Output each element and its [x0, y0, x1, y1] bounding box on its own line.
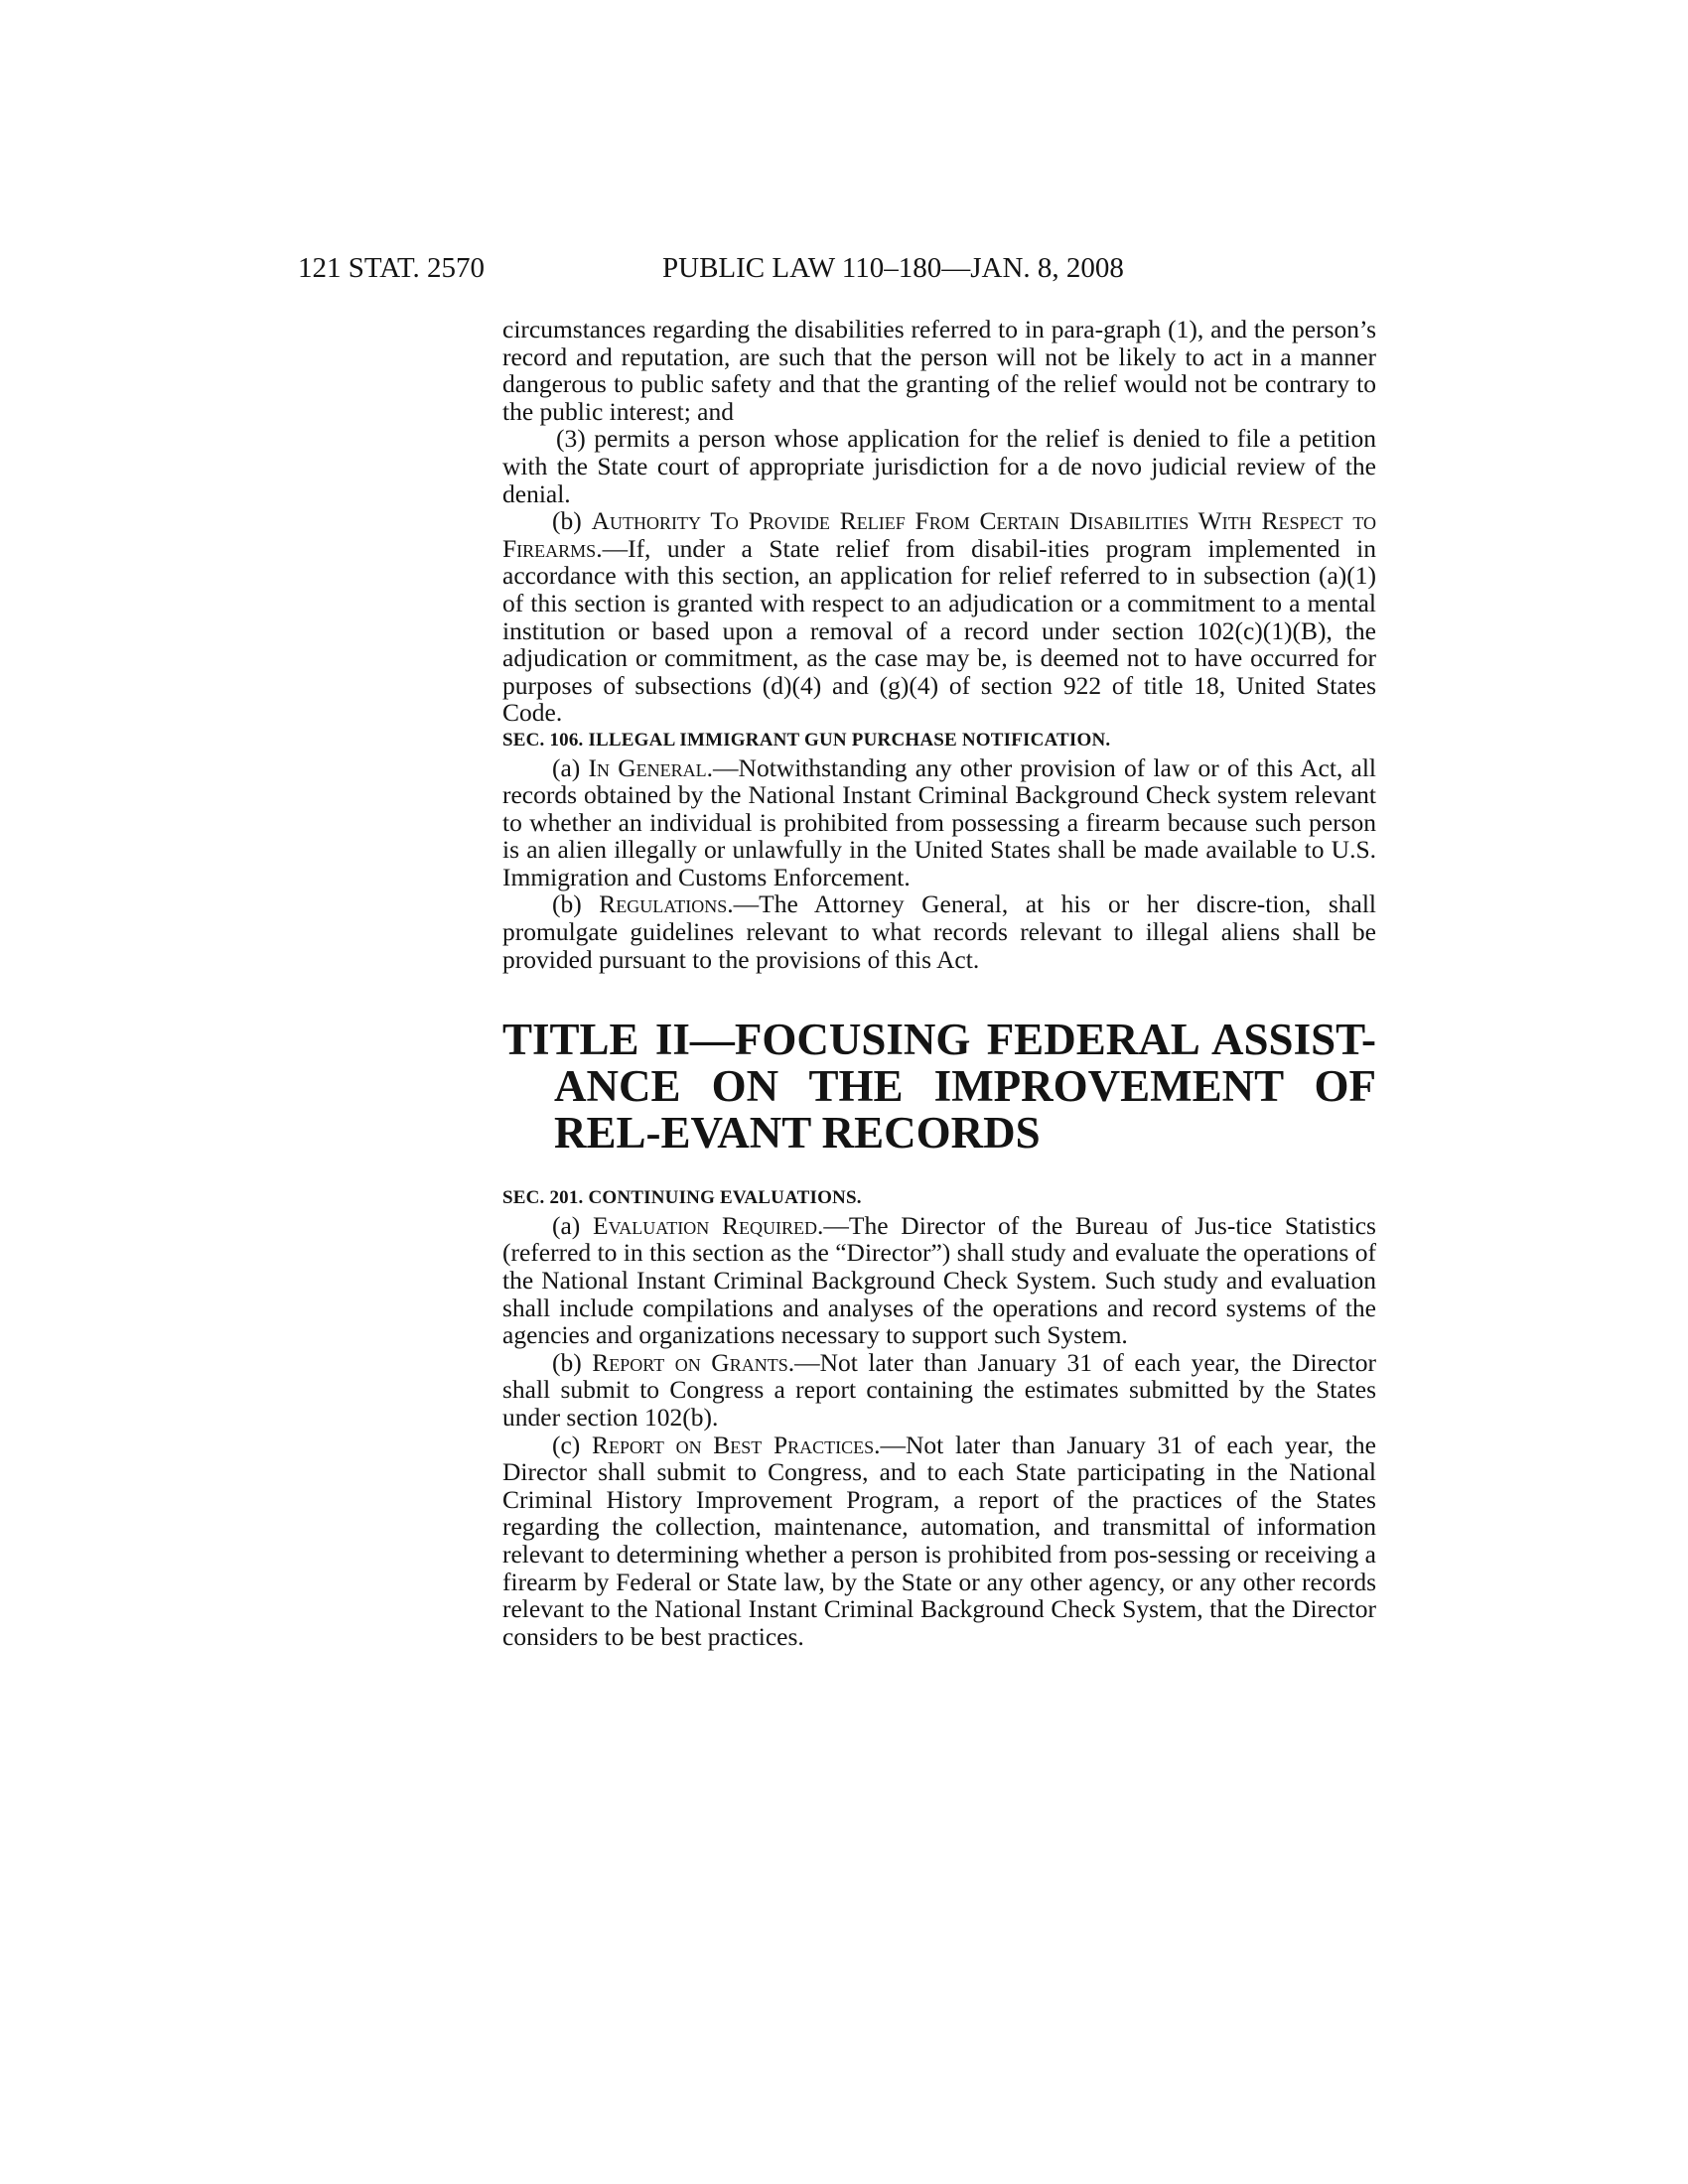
subsection-text: —Not later than January 31 of each year, the Director shall submit to Congress a report containing the estimates submitted by the States under section 102(b). [502, 1347, 1376, 1432]
paragraph-3: (3) permits a person whose application for the relief is denied to file a petition with the State court of appropriate jurisdiction for a de novo judicial review of the denial. [502, 424, 1376, 508]
sec201-subsection-a [502, 1212, 1376, 1349]
subsection-label: (b) [552, 506, 592, 536]
running-head [298, 248, 1440, 288]
sec106-subsection-b [502, 890, 1376, 973]
sec106-subsection-a [502, 754, 1376, 891]
subsection-label: (a) [552, 1210, 594, 1240]
subsection-heading: Report on Grants. [592, 1347, 795, 1377]
subsection-heading: In General. [588, 752, 714, 782]
subsection-text: —The Attorney General, at his or her discre-tion, shall promulgate guidelines relevant to what records relevant to illegal aliens shall be provided pursuant to the provisions of this Act. [502, 889, 1377, 974]
subsection-text: —Notwithstanding any other provision of law or of this Act, all records obtained by the National Instant Criminal Background Check system relevant to whether an individual is prohibited from possessing a firearm because such person is an alien illegally or unlawfully in the United States shall be made available to U.S. Immigration and Customs Enforcement. [502, 752, 1376, 891]
subsection-heading: Evaluation Required. [593, 1210, 824, 1240]
subsection-label: (c) [552, 1430, 592, 1459]
section-201-heading: SEC. 201. CONTINUING EVALUATIONS. [502, 1187, 862, 1209]
subsection-label: (a) [552, 752, 589, 782]
statute-page-number: 121 STAT. 2570 [298, 252, 486, 284]
sec201-subsection-c [502, 1432, 1376, 1651]
body-text [502, 316, 1376, 1650]
subsection-text: —If, under a State relief from disabil-ities program implemented in accordance with this section, an application for relief referred to in subsection (a)(1) of this section is granted with respect to an adjudication or a commitment to a mental institution or based upon a removal of a record under section 102(c)(1)(B), the adjudication or commitment, as the case may be, is deemed not to have occurred for purposes of subsections (d)(4) and (g)(4) of section 922 of title 18, United States Code. [502, 533, 1376, 728]
subsection-label: (b) [552, 889, 600, 919]
title-ii-heading: TITLE II—FOCUSING FEDERAL ASSIST-ANCE ON THE IMPROVEMENT OF REL-EVANT RECORDS [502, 1015, 1376, 1159]
subsection-text: —Not later than January 31 of each year, the Director shall submit to Congress, and to each State participating in the National Criminal History Improvement Program, a report of the practices of the States regarding the collection, maintenance, automation, and transmittal of information relevant to determining whether a person is prohibited from pos-sessing or receiving a firearm by Federal or State law, by the State or any other agency, or any other records relevant to the National Instant Criminal Background Check System, that the Director considers to be best practices. [502, 1430, 1376, 1651]
sec105-subsection-b [502, 507, 1376, 727]
subsection-label: (b) [552, 1347, 593, 1377]
public-law-header: PUBLIC LAW 110–180—JAN. 8, 2008 [662, 252, 1124, 284]
sec201-subsection-b [502, 1349, 1376, 1432]
subsection-text: —The Director of the Bureau of Jus-tice Statistics (referred to in this section as the “Director”) shall study and evaluate the operations of the National Instant Criminal Background Check System. Such study and evaluation shall include compilations and analyses of the operations and record systems of the agencies and organizations necessary to support such System. [502, 1210, 1376, 1350]
section-106-heading: SEC. 106. ILLEGAL IMMIGRANT GUN PURCHASE NOTIFICATION. [502, 729, 1111, 751]
continued-paragraph-2: circumstances regarding the disabilities referred to in para-graph (1), and the person’s record and reputation, are such that the person will not be likely to act in a manner dangerous to public safety and that the granting of the relief would not be contrary to the public interest; and [502, 315, 1376, 426]
subsection-heading: Report on Best Practices. [591, 1430, 881, 1459]
subsection-heading: Regulations. [599, 889, 734, 919]
subsection-heading: Authority To Provide Relief From Certain Disabilities With Respect to Firearms. [502, 506, 1377, 563]
